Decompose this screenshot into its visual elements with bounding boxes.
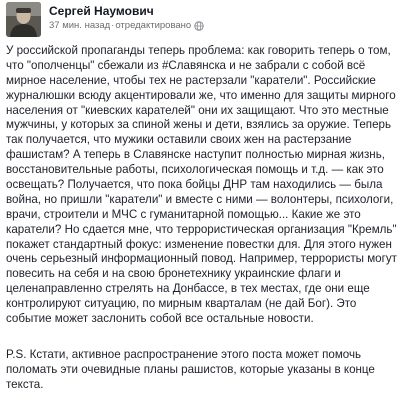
post-body-line: так получается, что мужики оставили своих жен на растерзание [6,133,352,147]
post-body-line: война, но пришли "каратели" и вместе с ними — волонтеры, психологи, [6,192,394,206]
post-body-line: восстановительные работы, психологическая помощь и т.д. — как это [6,163,384,177]
post-ps-line: поломать эти очевидные планы рашистов, которые указаны в конце [6,362,375,376]
author-name[interactable]: Сергей Наумович [49,4,154,18]
post-body-line: целенаправленно стрелять на Донбассе, в тех местах, где они еще [6,282,370,296]
post-body-line: врачи, строители и МЧС с гуманитарной помощью... Какие же это [6,207,361,221]
post-header [6,2,204,38]
post-ps [6,348,418,393]
post-body-line: событие может заслонить собой все остальные новости. [6,312,314,326]
post-body-line: журналюшки всюду акцентировали же, что именно для защиты мирного [6,88,396,102]
post-ps-line: текста. [6,377,44,391]
post-body-line: освещать? Получается, что пока бойцы ДНР там находились — была [6,178,383,192]
post-body-line: контролируют ситуацию, по мирным кварталам (не дай Бог). Это [6,297,357,311]
post-subline [49,19,204,32]
post-ps-line: P.S. Кстати, активное распространение этого поста может помочь [6,348,362,361]
post-body-line: что "ополченцы" сбежали из #Славянскa и не забрали с собой всё [6,58,366,72]
globe-icon[interactable] [194,21,204,31]
post-body-line: У российской пропаганды теперь проблема: как говорить теперь о том, [6,44,391,57]
post-body-line: фашистам? А теперь в Славянске наступит полностью мирная жизнь, [6,148,385,162]
post-body-line: населения от "киевских карателей" они их защищают. Что это местные [6,103,389,117]
avatar[interactable] [6,2,41,37]
post-body-line: очень серьезный информационный повод. Например, террористы могут [6,252,397,266]
post-body-line: покажет стандартный фокус: изменение повестки для. Для этого нужен [6,237,392,251]
post-body [6,44,418,327]
post-body-line: каратели? Но сдается мне, что террористическая организация "Кремль" [6,222,397,236]
separator: · [111,20,115,31]
post-body-line: повесить на себя и на свою бронетехнику украинские флаги и [6,267,341,281]
post-timestamp[interactable]: 37 мин. назад [49,20,111,31]
profile-photo-icon [6,2,41,37]
post-body-line: мирное население, чтобы тех не растерзали "каратели". Российские [6,73,376,87]
edited-label[interactable]: отредактировано [115,20,192,31]
post-body-line: мужчины, у которых за спиной жены и дети, взялись за оружие. Теперь [6,118,391,132]
post-meta [49,2,204,32]
